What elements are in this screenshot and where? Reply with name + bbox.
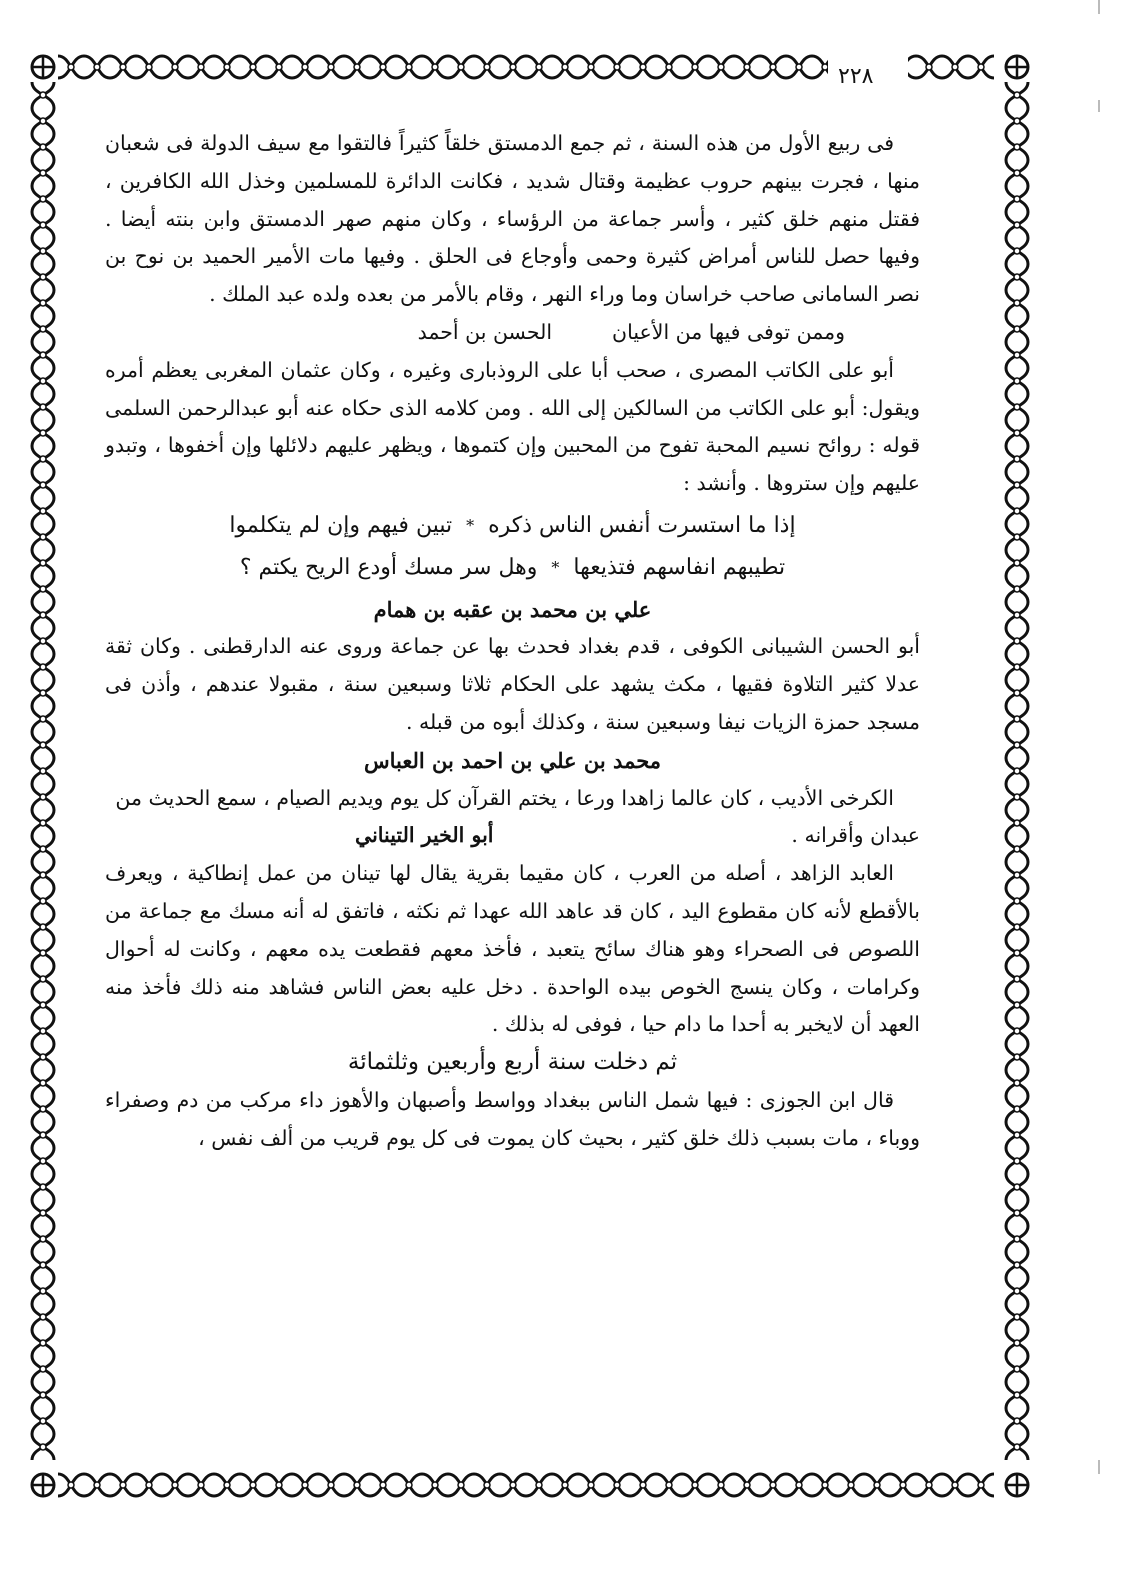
- border-knot: [380, 64, 386, 70]
- border-knot: [40, 794, 46, 800]
- border-knot: [250, 64, 256, 70]
- border-knot: [146, 64, 152, 70]
- border-knot: [40, 196, 46, 202]
- border-knot: [978, 64, 984, 70]
- scan-edge-mark: [1098, 1460, 1100, 1474]
- border-knot: [172, 1482, 178, 1488]
- paragraph-muhammad-end: عبدان وأقرانه .: [791, 823, 920, 848]
- border-knot: [40, 1002, 46, 1008]
- border-knot: [120, 1482, 126, 1488]
- border-knot: [406, 64, 412, 70]
- border-knot: [40, 716, 46, 722]
- border-knot: [1014, 144, 1020, 150]
- border-knot: [40, 742, 46, 748]
- border-knot: [250, 1482, 256, 1488]
- border-knot: [120, 64, 126, 70]
- heading-year: ثم دخلت سنة أربع وأربعين وثلثمائة: [347, 1049, 678, 1076]
- border-knot: [1014, 1028, 1020, 1034]
- verse-first-hemistich: تطيبهم انفاسهم فتذيعها: [573, 554, 786, 580]
- border-knot: [640, 1482, 646, 1488]
- border-knot: [40, 326, 46, 332]
- border-knot: [40, 1158, 46, 1164]
- border-knot: [172, 64, 178, 70]
- border-knot: [1014, 222, 1020, 228]
- border-knot: [536, 64, 542, 70]
- border-knot: [1014, 1054, 1020, 1060]
- border-knot: [458, 1482, 464, 1488]
- verse-second-hemistich: وهل سر مسك أودع الريح يكتم ؟: [239, 554, 538, 580]
- border-knot: [68, 64, 74, 70]
- border-knot: [588, 64, 594, 70]
- border-knot: [40, 248, 46, 254]
- border-knot: [1014, 820, 1020, 826]
- border-knot: [692, 1482, 698, 1488]
- border-knot: [770, 1482, 776, 1488]
- border-knot: [40, 820, 46, 826]
- border-knot: [1014, 1236, 1020, 1242]
- border-knot: [1014, 534, 1020, 540]
- paragraph-muhammad: الكرخى الأديب ، كان عالما زاهدا ورعا ، يختم القرآن كل يوم ويديم الصيام ، سمع الحديث من: [115, 785, 894, 810]
- paragraph-year: قال ابن الجوزى : فيها شمل الناس ببغداد وواسط وأصبهان والأهوز داء مركب من دم وصفراء ووباء ، مات بسبب ذلك خلق كثير ، بحيث كان يموت فى كل يوم قريب من ألف نفس ،: [105, 1087, 920, 1150]
- border-knot: [1014, 118, 1020, 124]
- border-knot: [1014, 352, 1020, 358]
- border-knot: [1014, 742, 1020, 748]
- border-knot: [1014, 1366, 1020, 1372]
- border-knot: [1014, 898, 1020, 904]
- border-knot: [328, 1482, 334, 1488]
- verse-second-hemistich: تبين فيهم وإن لم يتكلموا: [229, 512, 453, 538]
- notables-intro: وممن توفى فيها من الأعيان: [612, 319, 845, 344]
- border-knot: [40, 768, 46, 774]
- border-knot: [1014, 508, 1020, 514]
- border-knot: [40, 92, 46, 98]
- heading-ali: علي بن محمد بن عقبه بن همام: [373, 596, 652, 622]
- border-knot: [40, 508, 46, 514]
- border-knot: [302, 1482, 308, 1488]
- border-knot: [40, 1106, 46, 1112]
- border-knot: [1014, 976, 1020, 982]
- border-knot: [40, 1418, 46, 1424]
- border-knot: [1014, 1002, 1020, 1008]
- border-knot: [432, 1482, 438, 1488]
- notable-name-hasan: الحسن بن أحمد: [417, 319, 553, 344]
- border-knot: [328, 64, 334, 70]
- border-knot: [1014, 1132, 1020, 1138]
- border-knot: [978, 1482, 984, 1488]
- border-knot: [1014, 430, 1020, 436]
- border-knot: [40, 170, 46, 176]
- border-knot: [1014, 950, 1020, 956]
- border-knot: [40, 1340, 46, 1346]
- border-knot: [900, 1482, 906, 1488]
- border-knot: [1014, 1080, 1020, 1086]
- paragraph-hasan: أبو على الكاتب المصرى ، صحب أبا على الروذبارى وغيره ، وكان عثمان المغربى يعظم أمره ويقول: أبو على الكاتب من السالكين إلى الله . ومن كلامه الذى حكاه عنه أبو عبدالرحمن السلمى قوله : روائح نسيم المحبة تفوح من المحبين وإن كتموها ، ويظهر عليهم دلائلها وإن أخفوها ، وتبدو عليهم وإن ستروها . وأنشد :: [105, 357, 920, 496]
- border-knot: [484, 1482, 490, 1488]
- border-knot: [40, 300, 46, 306]
- border-knot: [1014, 690, 1020, 696]
- border-knot: [744, 64, 750, 70]
- border-knot: [40, 846, 46, 852]
- border-knot: [1014, 300, 1020, 306]
- border-knot: [796, 1482, 802, 1488]
- border-knot: [40, 950, 46, 956]
- border-knot: [510, 1482, 516, 1488]
- border-knot: [40, 638, 46, 644]
- border-knot: [40, 352, 46, 358]
- verse-separator: *: [551, 557, 560, 577]
- border-knot: [40, 1236, 46, 1242]
- border-knot: [224, 64, 230, 70]
- border-knot: [1014, 716, 1020, 722]
- heading-abulkhair: أبو الخير التيناني: [355, 823, 494, 848]
- scan-edge-mark: [1098, 100, 1100, 112]
- split-line: [105, 817, 920, 855]
- border-knot: [40, 872, 46, 878]
- border-knot: [146, 1482, 152, 1488]
- border-knot: [718, 1482, 724, 1488]
- page-body: [105, 125, 920, 1158]
- border-knot: [40, 690, 46, 696]
- border-knot: [276, 1482, 282, 1488]
- border-knot: [1014, 1184, 1020, 1190]
- heading-muhammad: محمد بن علي بن احمد بن العباس: [363, 747, 662, 773]
- border-knot: [874, 1482, 880, 1488]
- border-knot: [40, 1392, 46, 1398]
- border-knot: [536, 1482, 542, 1488]
- border-knot: [432, 64, 438, 70]
- border-knot: [40, 404, 46, 410]
- border-knot: [40, 1366, 46, 1372]
- border-knot: [1014, 768, 1020, 774]
- border-knot: [1014, 1314, 1020, 1320]
- border-knot: [1014, 92, 1020, 98]
- border-knot: [40, 144, 46, 150]
- border-knot: [40, 1080, 46, 1086]
- border-knot: [1014, 846, 1020, 852]
- verse-line: [105, 549, 920, 587]
- border-knot: [40, 482, 46, 488]
- border-knot: [40, 586, 46, 592]
- border-knot: [40, 1288, 46, 1294]
- border-knot: [1014, 924, 1020, 930]
- border-knot: [822, 1482, 828, 1488]
- border-knot: [614, 64, 620, 70]
- border-knot: [666, 64, 672, 70]
- border-knot: [40, 976, 46, 982]
- border-knot: [562, 64, 568, 70]
- border-knot: [40, 222, 46, 228]
- border-knot: [40, 898, 46, 904]
- border-knot: [796, 64, 802, 70]
- border-knot: [40, 1444, 46, 1450]
- border-knot: [1014, 612, 1020, 618]
- border-knot: [1014, 196, 1020, 202]
- border-knot: [1014, 1106, 1020, 1112]
- notables-line: [105, 314, 920, 352]
- border-knot: [40, 924, 46, 930]
- border-knot: [1014, 170, 1020, 176]
- border-knot: [1014, 560, 1020, 566]
- border-knot: [614, 1482, 620, 1488]
- border-knot: [1014, 248, 1020, 254]
- border-knot: [354, 1482, 360, 1488]
- border-knot: [1014, 456, 1020, 462]
- border-knot: [1014, 1288, 1020, 1294]
- border-knot: [1014, 378, 1020, 384]
- border-knot: [68, 1482, 74, 1488]
- verse-first-hemistich: إذا ما استسرت أنفس الناس ذكره: [488, 512, 796, 538]
- border-knot: [562, 1482, 568, 1488]
- paragraph-abulkhair: العابد الزاهد ، أصله من العرب ، كان مقيما بقرية يقال لها تينان من عمل إنطاكية ، ويعرف بالأقطع لأنه كان مقطوع اليد ، كان قد عاهد الله عهدا ثم نكثه ، فاتفق له أنه مسك مع جماعة من اللصوص فى الصحراء وهو هناك سائح يتعبد ، فأخذ معهم فقطعت يده معهم ، وكانت له أحوال وكرامات ، وكان ينسج الخوص بيده الواحدة . دخل عليه بعض الناس فشاهد منه ذلك فأخذ منه العهد أن لايخبر به أحدا ما دام حيا ، فوفى له بذلك .: [105, 861, 920, 1037]
- border-knot: [1014, 1340, 1020, 1346]
- border-knot: [458, 64, 464, 70]
- border-knot: [94, 1482, 100, 1488]
- border-knot: [1014, 872, 1020, 878]
- border-knot: [40, 1314, 46, 1320]
- border-knot: [1014, 1158, 1020, 1164]
- border-knot: [744, 1482, 750, 1488]
- border-knot: [1014, 794, 1020, 800]
- border-knot: [1014, 1262, 1020, 1268]
- border-knot: [848, 1482, 854, 1488]
- paragraph-ali: أبو الحسن الشيبانى الكوفى ، قدم بغداد فحدث بها عن جماعة وروى عنه الدارقطنى . وكان ثقة عدلا كثير التلاوة فقيها ، مكث يشهد على الحكام ثلاثا وسبعين سنة ، مقبولا عندهم ، وأذن فى مسجد حمزة الزيات نيفا وسبعين سنة ، وكذلك أبوه من قبله .: [105, 634, 920, 734]
- border-knot: [40, 1028, 46, 1034]
- border-knot: [354, 64, 360, 70]
- border-knot: [484, 64, 490, 70]
- border-knot: [1014, 1392, 1020, 1398]
- border-knot: [1014, 482, 1020, 488]
- border-knot: [40, 560, 46, 566]
- border-knot: [1014, 404, 1020, 410]
- border-knot: [822, 64, 828, 70]
- border-knot: [588, 1482, 594, 1488]
- border-knot: [40, 534, 46, 540]
- border-knot: [1014, 326, 1020, 332]
- page-number: ٢٢٨: [838, 64, 874, 89]
- border-knot: [1014, 1210, 1020, 1216]
- border-knot: [666, 1482, 672, 1488]
- border-knot: [510, 64, 516, 70]
- border-knot: [692, 64, 698, 70]
- border-knot: [40, 664, 46, 670]
- border-knot: [926, 64, 932, 70]
- border-knot: [40, 612, 46, 618]
- border-knot: [302, 64, 308, 70]
- border-knot: [40, 118, 46, 124]
- border-knot: [224, 1482, 230, 1488]
- border-knot: [380, 1482, 386, 1488]
- border-knot: [40, 378, 46, 384]
- border-knot: [40, 1054, 46, 1060]
- border-knot: [40, 430, 46, 436]
- border-knot: [926, 1482, 932, 1488]
- border-knot: [1014, 1444, 1020, 1450]
- verse-separator: *: [466, 515, 475, 535]
- border-knot: [1014, 638, 1020, 644]
- border-knot: [952, 64, 958, 70]
- border-knot: [40, 1132, 46, 1138]
- scan-edge-mark: [1098, 0, 1100, 14]
- border-knot: [1014, 1418, 1020, 1424]
- border-knot: [1014, 586, 1020, 592]
- border-knot: [40, 456, 46, 462]
- border-knot: [276, 64, 282, 70]
- border-knot: [40, 1262, 46, 1268]
- border-knot: [40, 274, 46, 280]
- paragraph-top: فى ربيع الأول من هذه السنة ، ثم جمع الدمستق خلقاً كثيراً فالتقوا مع سيف الدولة فى شعبان منها ، فجرت بينهم حروب عظيمة وقتال شديد ، فكانت الدائرة للمسلمين وخذل الله الكافرين ، فقتل منهم خلق كثير ، وأسر جماعة من الرؤساء ، وكان منهم صهر الدمستق وابن بنته أيضا . وفيها حصل للناس أمراض كثيرة وحمى وأوجاع فى الحلق . وفيها مات الأمير الحميد بن نوح بن نصر السامانى صاحب خراسان وما وراء النهر ، وقام بالأمر من بعده ولده عبد الملك .: [105, 131, 920, 307]
- border-knot: [1014, 274, 1020, 280]
- border-knot: [770, 64, 776, 70]
- border-knot: [952, 1482, 958, 1488]
- border-knot: [640, 64, 646, 70]
- border-knot: [40, 1184, 46, 1190]
- border-knot: [718, 64, 724, 70]
- border-knot: [198, 1482, 204, 1488]
- border-knot: [94, 64, 100, 70]
- border-knot: [198, 64, 204, 70]
- verse-line: [105, 507, 920, 545]
- border-knot: [1014, 664, 1020, 670]
- border-knot: [40, 1210, 46, 1216]
- border-knot: [406, 1482, 412, 1488]
